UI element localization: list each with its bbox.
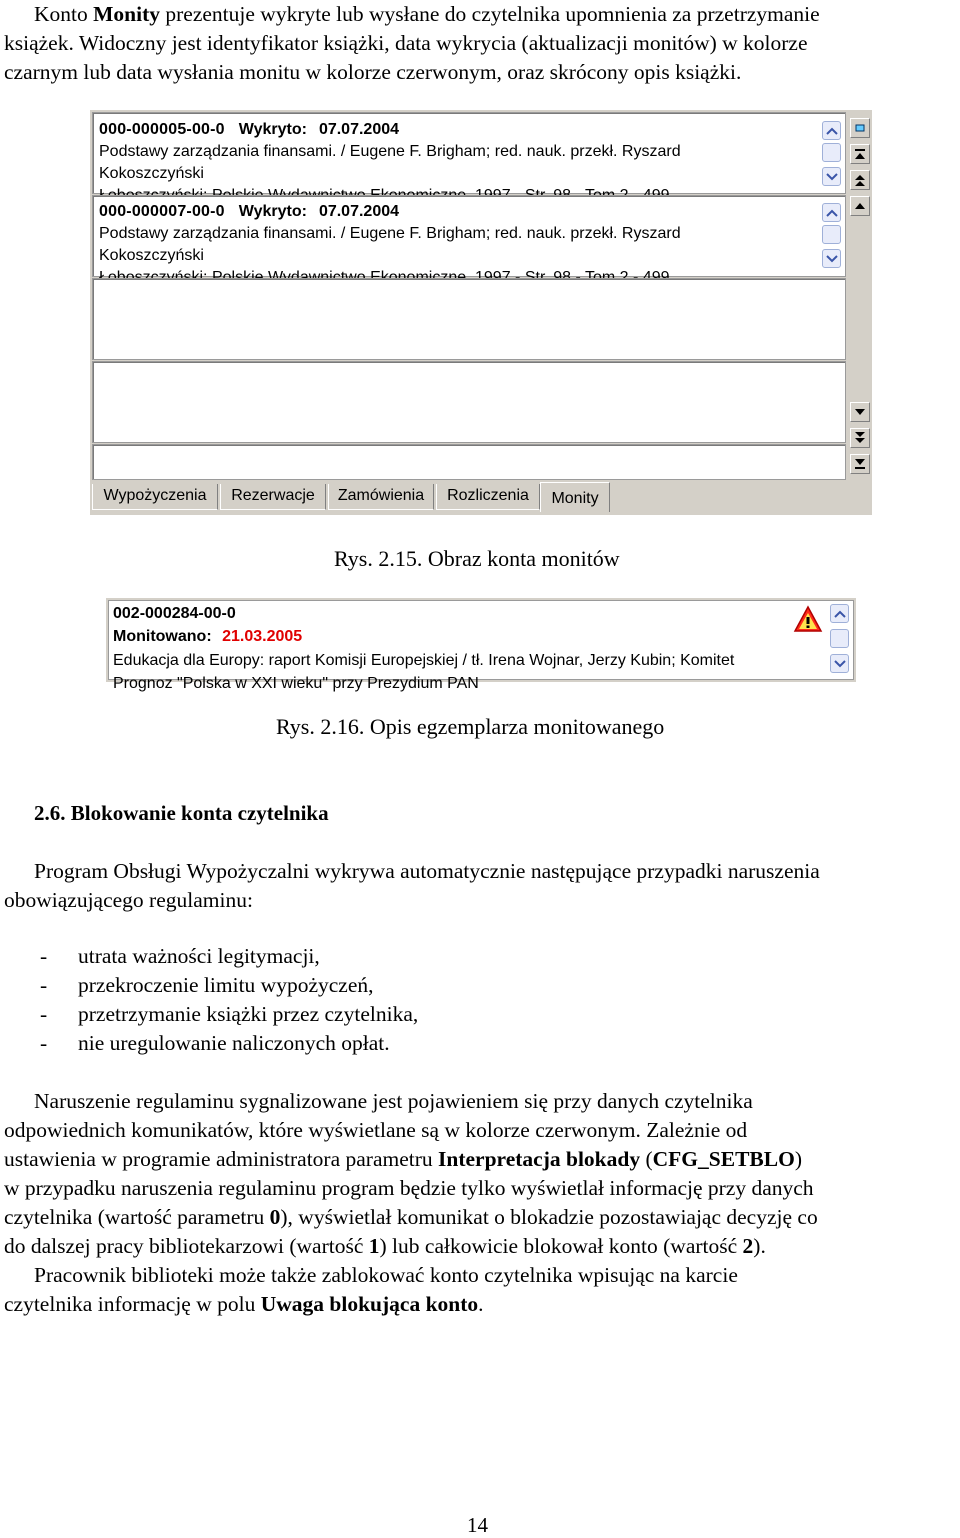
tab-wypozyczenia[interactable]: Wypożyczenia <box>92 484 218 510</box>
tab-rezerwacje[interactable]: Rezerwacje <box>220 484 326 510</box>
next-record-button[interactable] <box>850 402 870 422</box>
prev-record-button[interactable] <box>850 196 870 216</box>
record-date: 07.07.2004 <box>318 203 400 220</box>
down-triangle-icon <box>853 405 867 419</box>
list-item: - nie uregulowanie naliczonych opłat. <box>40 1031 390 1055</box>
record-desc-line: Kokoszczyński <box>99 165 204 182</box>
tab-monity[interactable]: Monity <box>540 482 610 512</box>
field-name: Uwaga blokująca konto <box>260 1292 479 1316</box>
monity-window <box>90 110 872 515</box>
scroll-track[interactable] <box>822 143 841 162</box>
record-scrollbar[interactable] <box>821 203 841 273</box>
record-status-label: Wykryto: <box>238 203 307 220</box>
param-value-0: 0 <box>269 1205 281 1229</box>
last-icon <box>853 457 867 471</box>
empty-record-slot <box>92 278 846 360</box>
empty-record-slot <box>92 444 846 480</box>
select-record-button[interactable] <box>850 118 870 138</box>
tab-rozliczenia[interactable]: Rozliczenia <box>436 484 540 510</box>
param-name: Interpretacja blokady <box>438 1147 641 1171</box>
param-code: CFG_SETBLO <box>652 1147 795 1171</box>
record-id: 000-000005-00-0 <box>99 121 225 138</box>
up-triangle-icon <box>853 199 867 213</box>
intro-line-3: czarnym lub data wysłania monitu w kolorze czerwonym, oraz skrócony opis książki. <box>4 60 742 84</box>
record-id: 000-000007-00-0 <box>99 203 225 220</box>
param-value-1: 1 <box>368 1234 380 1258</box>
violation-list <box>40 942 418 1058</box>
page-up-button[interactable] <box>850 170 870 190</box>
record-desc-line: Podstawy zarządzania finansami. / Eugene F. Brigham; red. nauk. przekł. Ryszard <box>99 225 681 242</box>
chevron-down-icon <box>834 659 846 669</box>
record-desc-line: Edukacja dla Europy: raport Komisji Europejskiej / tł. Irena Wojnar, Jerzy Kubin; Komitet <box>113 652 735 669</box>
list-item: - przetrzymanie książki przez czytelnika, <box>40 1002 419 1026</box>
navigation-column <box>846 110 872 480</box>
warning-icon <box>793 605 823 633</box>
monitored-copy-panel <box>106 598 856 692</box>
page-number: 14 <box>467 1513 488 1537</box>
monit-record-2[interactable] <box>92 195 846 277</box>
list-item: - przekroczenie limitu wypożyczeń, <box>40 973 374 997</box>
paragraph-2: Naruszenie regulaminu sygnalizowane jest pojawieniem się przy danych czytelnika odpowiednich komunikatów, które wyświetlane są w kolorze czerwonym. Zależnie od ustawienia w programie administratora parametru Interpretacja blokady (CFG_SETBLO) w przypadku naruszenia regulaminu program będzie tylko wyświetlał informację przy danych czytelnika (wartość parametru 0), wyświetlał komunikat o blokadzie pozostawiając decyzję co do dalszej pracy bibliotekarzowi (wartość 1) lub całkowicie blokował konto (wartość 2). Pracownik biblioteki może także zablokować konto czytelnika wpisując na karcie czytelnika informację w polu Uwaga blokująca konto. <box>4 1089 818 1316</box>
first-icon <box>853 147 867 161</box>
intro-line-1: Konto Monity prezentuje wykryte lub wysłane do czytelnika upomnienia za przetrzymanie <box>34 2 820 26</box>
chevron-up-icon <box>826 208 838 218</box>
record-id: 002-000284-00-0 <box>113 605 236 622</box>
scroll-down-button[interactable] <box>830 654 849 673</box>
chevron-down-icon <box>826 172 838 182</box>
chevron-up-icon <box>826 126 838 136</box>
figure-caption-2-15: Rys. 2.15. Obraz konta monitów <box>334 546 620 571</box>
record-date: 21.03.2005 <box>222 628 303 645</box>
chevron-up-icon <box>834 609 846 619</box>
list-item: - utrata ważności legitymacji, <box>40 944 320 968</box>
scroll-down-button[interactable] <box>822 249 841 268</box>
square-icon <box>853 121 867 135</box>
empty-record-slot <box>92 361 846 443</box>
monity-term: Monity <box>93 2 161 26</box>
record-desc-line: Kokoszczyński <box>99 247 204 264</box>
record-date: 07.07.2004 <box>318 121 400 138</box>
tab-zamowienia[interactable]: Zamówienia <box>328 484 434 510</box>
scroll-track[interactable] <box>822 225 841 244</box>
paragraph-1: Program Obsługi Wypożyczalni wykrywa automatycznie następujące przypadki naruszenia obowiązującego regulaminu: <box>4 859 820 912</box>
first-record-button[interactable] <box>850 144 870 164</box>
scroll-up-button[interactable] <box>822 121 841 140</box>
double-up-icon <box>853 173 867 187</box>
figure-caption-2-16: Rys. 2.16. Opis egzemplarza monitowanego <box>276 714 665 739</box>
account-tabs <box>90 480 872 515</box>
record-status-label: Monitowano: <box>113 628 212 645</box>
monit-record-1[interactable] <box>92 112 846 194</box>
intro-paragraph <box>4 0 956 87</box>
scroll-up-button[interactable] <box>822 203 841 222</box>
scroll-track[interactable] <box>830 629 849 648</box>
record-desc-line: Prognoz "Polska w XXI wieku" przy Prezydium PAN <box>113 675 479 692</box>
scroll-down-button[interactable] <box>822 167 841 186</box>
double-down-icon <box>853 431 867 445</box>
last-record-button[interactable] <box>850 454 870 474</box>
section-heading: 2.6. Blokowanie konta czytelnika <box>34 801 329 825</box>
monitored-record[interactable] <box>108 600 854 692</box>
page-down-button[interactable] <box>850 428 870 448</box>
record-status-label: Wykryto: <box>238 121 307 138</box>
intro-line-2: książek. Widoczny jest identyfikator książki, data wykrycia (aktualizacji monitów) w kolorze <box>4 31 808 55</box>
scroll-up-button[interactable] <box>830 604 849 623</box>
param-value-2: 2 <box>742 1234 754 1258</box>
record-desc-line: Podstawy zarządzania finansami. / Eugene F. Brigham; red. nauk. przekł. Ryszard <box>99 143 681 160</box>
record-scrollbar[interactable] <box>821 121 841 191</box>
record-scrollbar[interactable] <box>829 604 849 676</box>
chevron-down-icon <box>826 254 838 264</box>
